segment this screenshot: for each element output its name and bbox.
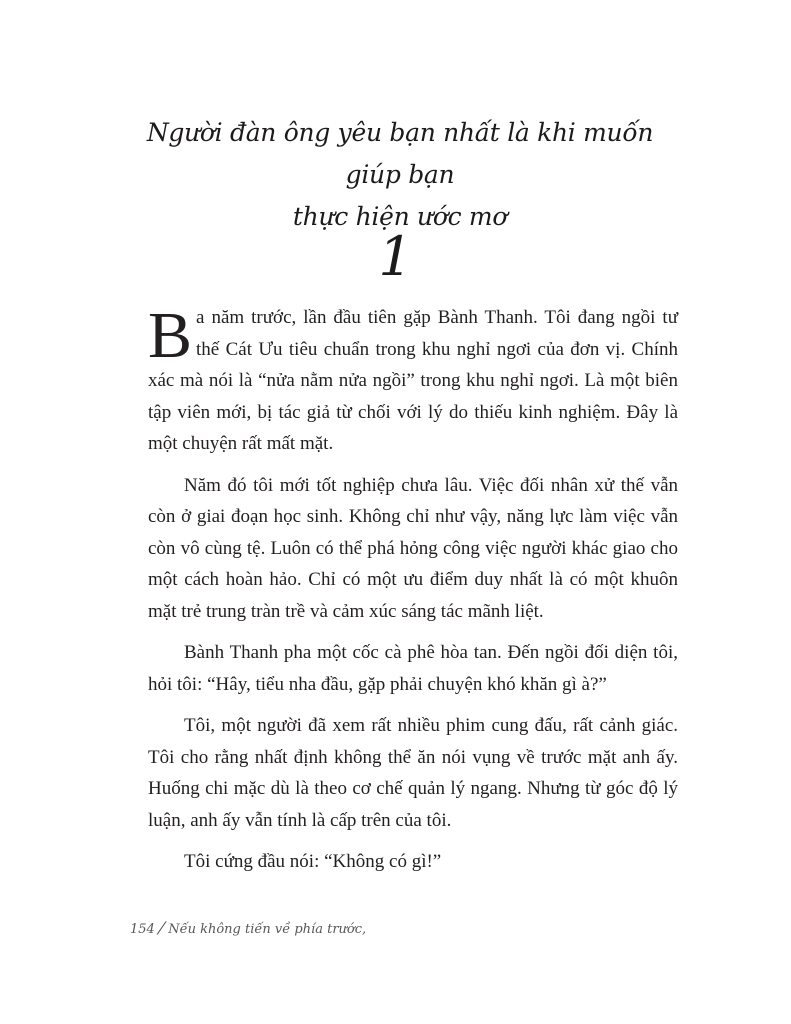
chapter-title bbox=[120, 112, 680, 238]
footer-separator: / bbox=[157, 918, 166, 937]
paragraph-1-text: a năm trước, lần đầu tiên gặp Bành Thanh. Tôi đang ngồi tư thế Cát Ưu tiêu chuẩn trong khu nghỉ ngơi của đơn vị. Chính xác mà nói là “nửa nằm nửa ngồi” trong khu nghỉ ngơi. Là một biên tập viên mới, bị tác giả từ chối với lý do thiếu kinh nghiệm. Đây là một chuyện rất mất mặt. bbox=[148, 307, 678, 454]
page-number: 154 bbox=[130, 922, 155, 937]
drop-cap: B bbox=[148, 299, 193, 372]
chapter-title-line-1: Người đàn ông yêu bạn nhất là khi muốn giúp bạn bbox=[146, 118, 654, 189]
paragraph-5: Tôi cứng đầu nói: “Không có gì!” bbox=[184, 851, 442, 872]
body-text bbox=[148, 299, 678, 888]
paragraph-1 bbox=[148, 299, 678, 460]
running-book-title: Nếu không tiến về phía trước, bbox=[168, 922, 367, 937]
paragraph-2: Năm đó tôi mới tốt nghiệp chưa lâu. Việc đối nhân xử thế vẫn còn ở giai đoạn học sinh. Không chỉ như vậy, năng lực làm việc vẫn còn vô cùng tệ. Luôn có thể phá hỏng công việc người khác giao cho một cách hoàn hảo. Chỉ có một ưu điểm duy nhất là có một khuôn mặt trẻ trung tràn trề và cảm xúc sáng tác mãnh liệt. bbox=[148, 474, 678, 622]
paragraph-3: Bành Thanh pha một cốc cà phê hòa tan. Đến ngồi đối diện tôi, hỏi tôi: “Hây, tiểu nha đầu, gặp phải chuyện khó khăn gì à?” bbox=[148, 642, 678, 695]
paragraph-4: Tôi, một người đã xem rất nhiều phim cung đấu, rất cảnh giác. Tôi cho rằng nhất định không thể ăn nói vụng về trước mặt anh ấy. Huống chi mặc dù là theo cơ chế quản lý ngang. Nhưng từ góc độ lý luận, anh ấy vẫn tính là cấp trên của tôi. bbox=[148, 715, 678, 831]
chapter-title-line-2: thực hiện ước mơ bbox=[292, 202, 508, 231]
page-footer bbox=[130, 918, 366, 937]
chapter-number: 1 bbox=[378, 225, 413, 288]
